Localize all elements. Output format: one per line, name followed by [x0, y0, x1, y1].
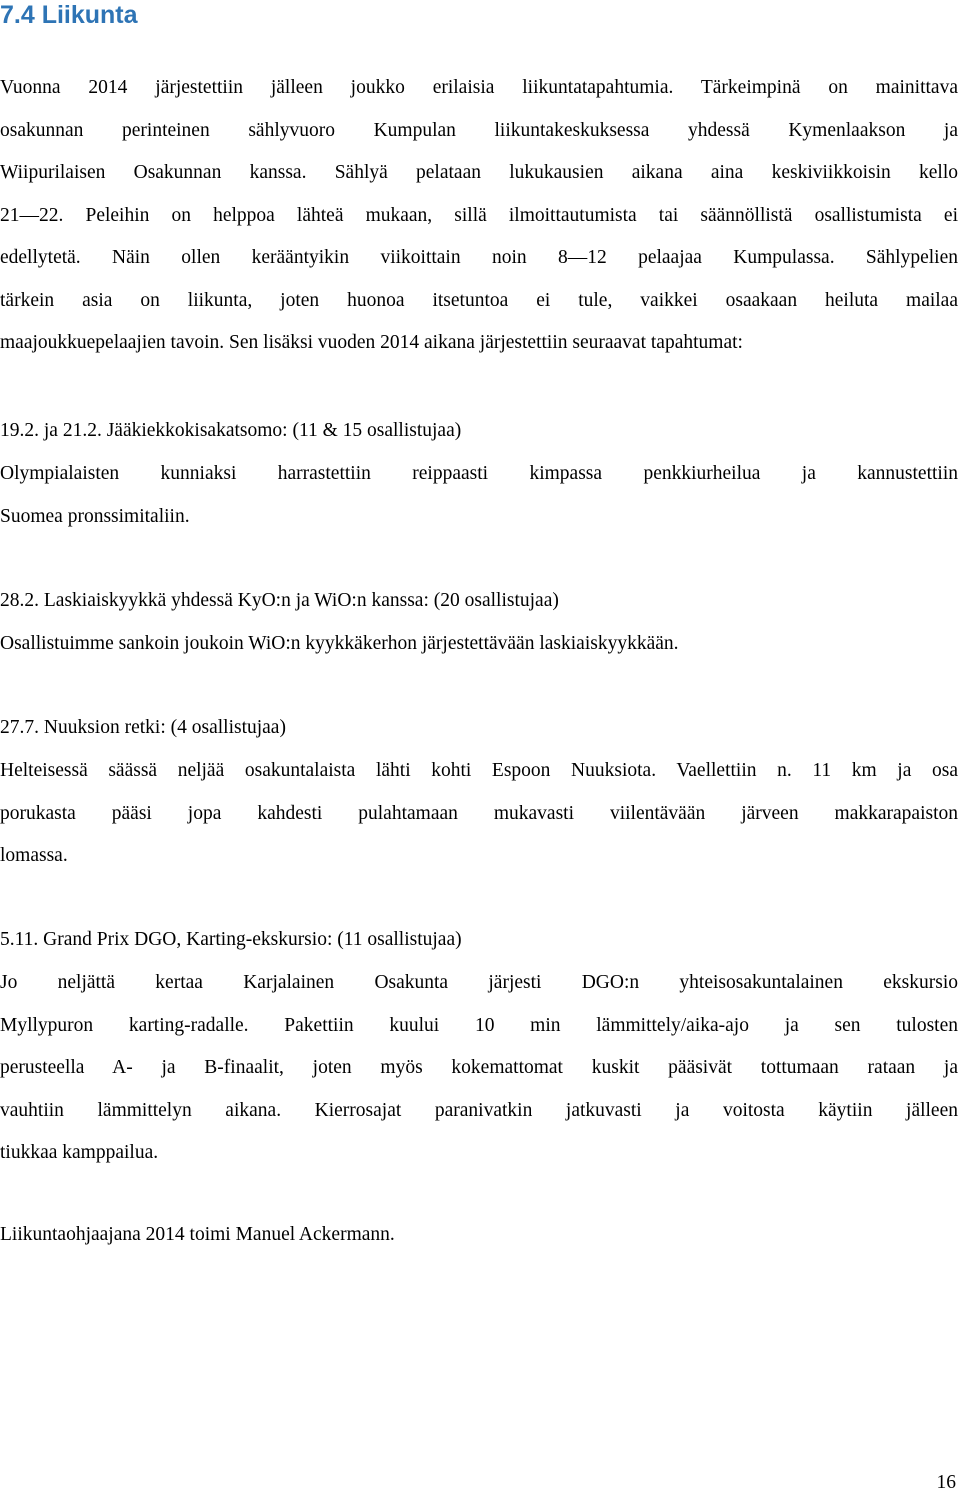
event-line: porukasta pääsi jopa kahdesti pulahtamaan mukavasti viilentävään järveen makkarapaiston — [0, 802, 958, 824]
event-line: Jo neljättä kertaa Karjalainen Osakunta järjesti DGO:n yhteisosakuntalainen ekskursio — [0, 972, 958, 993]
intro-paragraph — [0, 67, 958, 365]
closing-line: Liikuntaohjaajana 2014 toimi Manuel Ackermann. — [0, 1224, 395, 1245]
event-line: Suomea pronssimitaliin. — [0, 505, 190, 527]
event-line: perusteella A- ja B-finaalit, joten myös kokemattomat kuskit pääsivät tottumaan rataan ja — [0, 1057, 958, 1078]
event-title: 19.2. ja 21.2. Jääkiekkokisakatsomo: (11 & 15 osallistujaa) — [0, 420, 462, 441]
event-line: lomassa. — [0, 845, 68, 866]
intro-line: maajoukkuepelaajien tavoin. Sen lisäksi vuoden 2014 aikana järjestettiin seuraavat tapahtumat: — [0, 332, 743, 353]
intro-line: osakunnan perinteinen sählyvuoro Kumpulan liikuntakeskuksessa yhdessä Kymenlaakson ja — [0, 119, 958, 141]
intro-line: edellytetä. Näin ollen kerääntyikin viikoittain noin 8—12 pelaajaa Kumpulassa. Sählypelien — [0, 247, 958, 268]
intro-line: Vuonna 2014 järjestettiin jälleen joukko erilaisia liikuntatapahtumia. Tärkeimpinä on mainittava — [0, 77, 958, 98]
page-number: 16 — [936, 1472, 956, 1493]
intro-line: Wiipurilaisen Osakunnan kanssa. Sählyä pelataan lukukausien aikana aina keskiviikkoisin kello — [0, 162, 958, 183]
event-description — [0, 623, 958, 666]
intro-line: tärkein asia on liikunta, joten huonoa itsetuntoa ei tule, vaikkei osaakaan heiluta mailaa — [0, 289, 958, 311]
event-line: Olympialaisten kunniaksi harrastettiin reippaasti kimpassa penkkiurheilua ja kannustettiin — [0, 463, 958, 484]
event-description — [0, 962, 958, 1175]
event-description — [0, 453, 958, 538]
section-heading: 7.4 Liikunta — [0, 1, 138, 29]
intro-line: 21—22. Peleihin on helppoa lähteä mukaan, sillä ilmoittautumista tai säännöllistä osallistumista ei — [0, 204, 958, 226]
event-description — [0, 750, 958, 878]
event-title: 5.11. Grand Prix DGO, Karting-ekskursio: (11 osallistujaa) — [0, 929, 462, 950]
event-title: 28.2. Laskiaiskyykkä yhdessä KyO:n ja WiO:n kanssa: (20 osallistujaa) — [0, 590, 559, 611]
event-line: tiukkaa kamppailua. — [0, 1142, 159, 1163]
event-line: Osallistuimme sankoin joukoin WiO:n kyykkäkerhon järjestettävään laskiaiskyykkään. — [0, 633, 679, 654]
event-line: Helteisessä säässä neljää osakuntalaista lähti kohti Espoon Nuuksiota. Vaellettiin n. 11 km ja osa — [0, 760, 958, 781]
event-line: Myllypuron karting-radalle. Pakettiin kuului 10 min lämmittely/aika-ajo ja sen tulosten — [0, 1014, 958, 1036]
event-line: vauhtiin lämmittelyn aikana. Kierrosajat paranivatkin jatkuvasti ja voitosta käytiin jälleen — [0, 1099, 958, 1121]
event-title: 27.7. Nuuksion retki: (4 osallistujaa) — [0, 717, 286, 738]
